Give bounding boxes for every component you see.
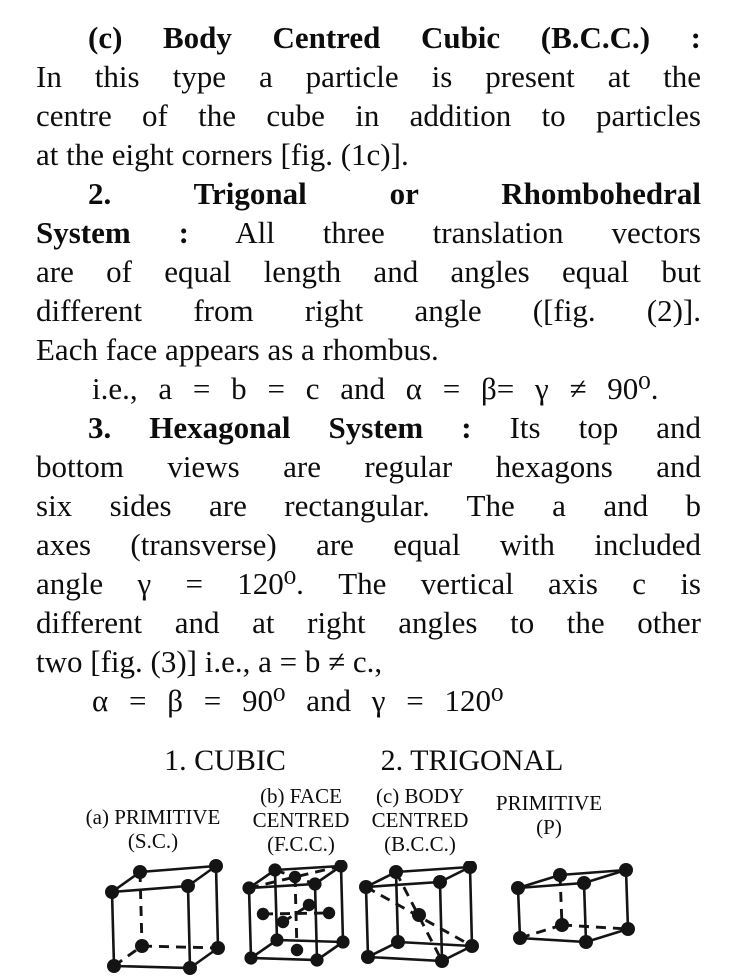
bold-text: (c) Body Centred Cubic (B.C.C.) : xyxy=(88,20,701,55)
equation-line xyxy=(36,369,701,408)
line-text: Each face appears as a rhombus. xyxy=(36,332,439,367)
body-text xyxy=(36,18,701,720)
line-text: angle γ = 120⁰. The vertical axis c is xyxy=(36,566,701,601)
text-line xyxy=(36,525,701,564)
face-centred-cubic-cell-diagram xyxy=(240,860,352,972)
label-line: (B.C.C.) xyxy=(384,832,456,856)
figure-group-header-cubic: 1. CUBIC xyxy=(164,744,286,777)
text-line xyxy=(36,96,701,135)
line-text: different and at right angles to the other xyxy=(36,605,701,640)
line-text: bottom views are regular hexagons and xyxy=(36,449,701,484)
figure-label-primitive-p xyxy=(489,791,609,839)
line-text: All three translation vectors xyxy=(188,215,701,250)
text-line xyxy=(36,213,701,252)
text-line xyxy=(36,252,701,291)
line-text: axes (transverse) are equal with included xyxy=(36,527,701,562)
text-line xyxy=(36,174,701,213)
label-line: (a) PRIMITIVE xyxy=(85,805,221,829)
figure-label-primitive-sc xyxy=(73,805,233,853)
body-centred-cubic-cell-diagram xyxy=(355,861,487,971)
line-text: different from right angle ([fig. (2)]. xyxy=(36,293,701,328)
bold-text: 3. Hexagonal System : xyxy=(88,410,472,445)
line-text: i.e., a = b = c and α = β= γ ≠ 90⁰. xyxy=(92,371,659,406)
text-line xyxy=(36,291,701,330)
line-text: six sides are rectangular. The a and b xyxy=(36,488,701,523)
text-line xyxy=(36,135,701,174)
label-line: (F.C.C.) xyxy=(267,832,335,856)
text-line xyxy=(36,486,701,525)
line-text: In this type a particle is present at the xyxy=(36,59,701,94)
bold-text: System : xyxy=(36,215,189,250)
label-line: PRIMITIVE xyxy=(495,791,603,815)
text-line xyxy=(36,18,701,57)
text-line xyxy=(36,603,701,642)
label-line: CENTRED xyxy=(371,808,469,832)
line-text: Its top and xyxy=(471,410,702,445)
text-line xyxy=(36,564,701,603)
label-line: (b) FACE xyxy=(260,784,342,808)
label-line: CENTRED xyxy=(252,808,350,832)
line-text: two [fig. (3)] i.e., a = b ≠ c., xyxy=(36,644,383,679)
text-line xyxy=(36,57,701,96)
text-line xyxy=(36,447,701,486)
simple-cubic-cell-diagram xyxy=(100,856,232,978)
line-text: centre of the cube in addition to particles xyxy=(36,98,701,133)
label-line: (S.C.) xyxy=(127,829,179,853)
figure-area xyxy=(0,740,737,978)
line-text: at the eight corners [fig. (1c)]. xyxy=(36,137,409,172)
label-line: (c) BODY xyxy=(375,784,465,808)
line-text: α = β = 90⁰ and γ = 120⁰ xyxy=(92,683,504,718)
figure-group-header-trigonal: 2. TRIGONAL xyxy=(380,744,564,777)
text-line xyxy=(36,642,701,681)
equation-line xyxy=(36,681,701,720)
figure-label-body-centred xyxy=(359,784,481,856)
line-text: are of equal length and angles equal but xyxy=(36,254,701,289)
text-line xyxy=(36,330,701,369)
trigonal-primitive-cell-diagram xyxy=(511,862,637,958)
label-line: (P) xyxy=(536,815,562,839)
bold-text: 2. Trigonal or Rhombohedral xyxy=(88,176,701,211)
figure-label-face-centred xyxy=(240,784,362,856)
text-line xyxy=(36,408,701,447)
